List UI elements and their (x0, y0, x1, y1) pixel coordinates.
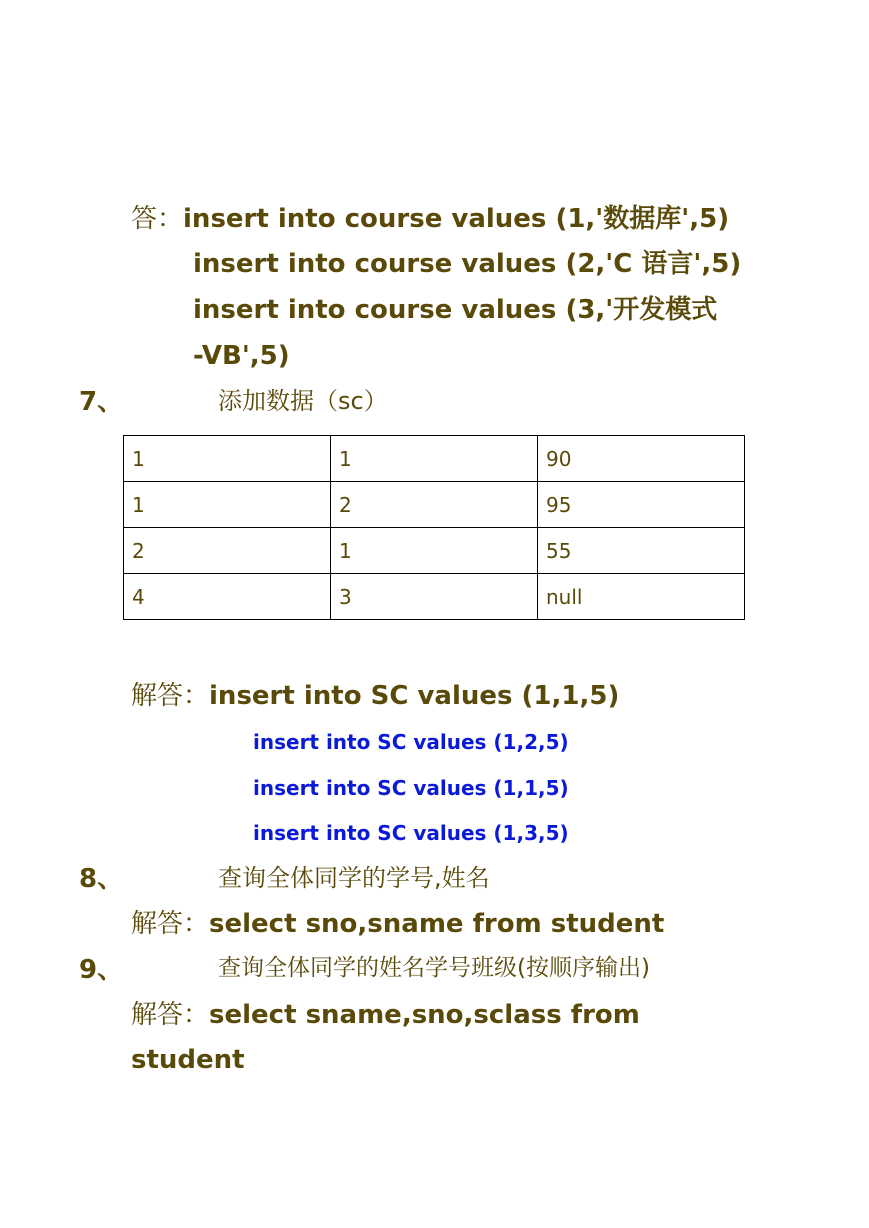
table-cell: 1 (124, 482, 331, 528)
q8-number: 8、 (79, 864, 124, 894)
answer7-extra-3: insert into SC values (1,3,5) (253, 821, 569, 845)
table-row (124, 482, 745, 528)
table-row (124, 574, 745, 620)
table-cell: 55 (538, 528, 745, 574)
q7-number: 7、 (79, 387, 124, 417)
sc-data-table (123, 435, 745, 620)
answer6-label: 答： (131, 204, 184, 234)
answer7-line-1 (131, 683, 619, 709)
answer7-code-1: insert into SC values (1,1,5) (209, 681, 620, 711)
answer6-line-4: -VB',5) (193, 341, 290, 371)
table-cell: 95 (538, 482, 745, 528)
q9-number: 9、 (79, 955, 124, 985)
q9-answer-line-2: student (131, 1045, 245, 1075)
q7-title: 添加数据（sc） (218, 387, 388, 415)
q8-answer-label: 解答： (131, 909, 210, 939)
answer6-line-2: insert into course values (2,'C 语言',5) (193, 249, 742, 279)
table-cell: null (538, 574, 745, 620)
table-cell: 1 (331, 528, 538, 574)
q9-answer-label: 解答： (131, 1000, 210, 1030)
answer7-label: 解答： (131, 681, 210, 711)
table-cell: 3 (331, 574, 538, 620)
q9-answer-line-1 (131, 1002, 640, 1028)
answer6-line-3: insert into course values (3,'开发模式 (193, 295, 718, 325)
answer7-extra-2: insert into SC values (1,1,5) (253, 776, 569, 800)
answer7-extra-1: insert into SC values (1,2,5) (253, 730, 569, 754)
q9-title: 查询全体同学的姓名学号班级(按顺序输出) (218, 955, 650, 981)
table-cell: 1 (124, 436, 331, 482)
answer6-code-1: insert into course values (1,'数据库',5) (183, 204, 730, 234)
table-cell: 2 (124, 528, 331, 574)
table-cell: 2 (331, 482, 538, 528)
table-cell: 90 (538, 436, 745, 482)
q8-title: 查询全体同学的学号,姓名 (218, 864, 490, 892)
q8-answer-code: select sno,sname from student (209, 909, 665, 939)
table-cell: 4 (124, 574, 331, 620)
table-cell: 1 (331, 436, 538, 482)
q9-answer-code-1: select sname,sno,sclass from (209, 1000, 640, 1030)
answer6-line-1 (131, 206, 729, 232)
q8-answer (131, 911, 664, 937)
table-row (124, 436, 745, 482)
table-row (124, 528, 745, 574)
